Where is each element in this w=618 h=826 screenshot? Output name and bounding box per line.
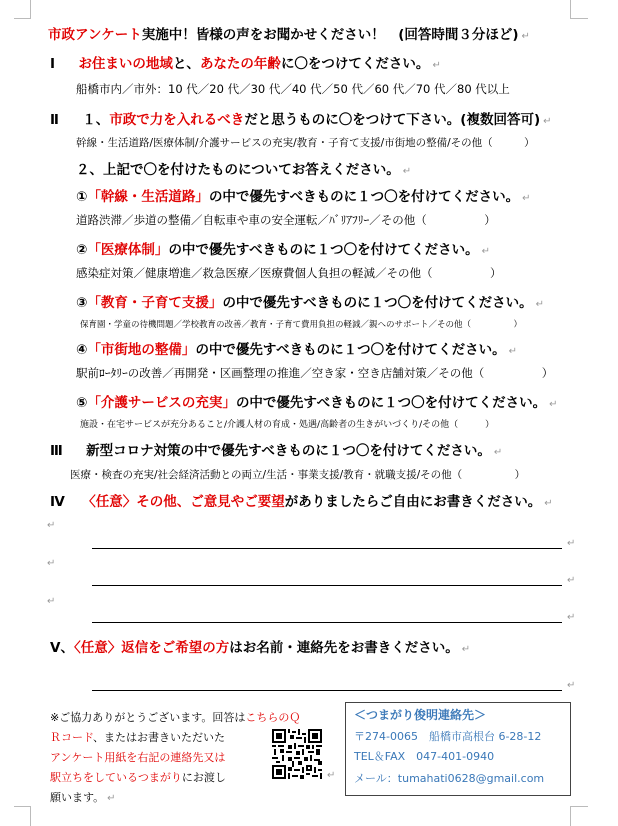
q5-end: はお名前・連絡先をお書きください。	[229, 640, 459, 656]
answer-line-4[interactable]	[92, 690, 562, 691]
note-red-4: 駅立ちをしているつまがり	[50, 771, 182, 784]
q3-number: Ⅲ	[50, 443, 63, 459]
q2-sub-2: ②「医療体制」の中で優先すべきものに１つ〇を付けてください。 ↵	[76, 242, 491, 258]
answer-line-1[interactable]	[92, 548, 562, 549]
crop-mark	[570, 806, 571, 826]
q1-number: Ⅰ	[50, 56, 56, 72]
contact-title: ＜つまがり俊明連絡先＞	[354, 708, 487, 722]
q2-pre: １、	[82, 112, 110, 128]
q3-text: 新型コロナ対策の中で優先すべきものに１つ〇を付けてください。	[86, 443, 491, 459]
q4-red: 〈任意〉その他、ご意見やご要望	[82, 494, 285, 510]
crop-mark	[30, 0, 31, 18]
sub-5-number: ⑤	[76, 395, 88, 411]
q4-end: がありましたらご自由にお書きください。	[284, 494, 542, 510]
q1-red-2: あなたの年齢	[199, 56, 281, 72]
q2-sub-4: ④「市街地の整備」の中で優先すべきものに１つ〇を付けてください。 ↵	[76, 342, 518, 358]
q2-sub-1-options: 道路渋滞／歩道の整備／自転車や車の安全運転／ﾊﾞﾘｱﾌﾘｰ／その他（ ）	[76, 213, 496, 227]
crop-mark	[14, 18, 31, 19]
sub-4-red: 「市街地の整備」	[87, 342, 196, 358]
q3-options: 医療・検査の充実/社会経済活動との両立/生活・事業支援/教育・就職支援/その他（ ）	[70, 469, 526, 481]
q2-sub-3-options: 保育園・学童の待機問題／学校教育の改善／教育・子育て費用負担の軽減／親へのサポート／その他（ ）	[80, 320, 523, 330]
title-rest: 実施中！皆様の声をお聞かせください！ (回答時間３分ほど)	[141, 27, 519, 43]
para-mark: ↵	[567, 575, 576, 586]
para-mark: ↵	[567, 612, 576, 623]
para-mark: ↵	[567, 680, 576, 691]
sub-1-end: の中で優先すべきものに１つ〇を付けてください。	[208, 189, 520, 205]
crop-mark	[30, 806, 31, 826]
q2-number: Ⅱ	[50, 112, 59, 128]
q4-number: Ⅳ	[50, 494, 65, 510]
contact-address: 〒274-0065 船橋市高根台 6-28-12	[354, 730, 542, 743]
sub-4-number: ④	[76, 342, 88, 358]
q1-mid: と、	[172, 56, 200, 72]
sub-3-number: ③	[76, 295, 88, 311]
sub-5-end: の中で優先すべきものに１つ〇を付けてください。	[235, 395, 547, 411]
para-mark: ↵	[327, 770, 336, 781]
note-red-3: アンケート用紙を右記の連絡先又は	[50, 751, 226, 764]
para-mark: ↵	[567, 538, 576, 549]
question-2: Ⅱ １、市政で力を入れるべきだと思うものに〇をつけて下さい。(複数回答可) ↵	[50, 112, 552, 128]
question-4: Ⅳ 〈任意〉その他、ご意見やご要望がありましたらご自由にお書きください。 ↵	[50, 494, 553, 510]
contact-tel: TEL＆FAX 047-401-0940	[354, 750, 495, 763]
answer-line-3[interactable]	[92, 622, 562, 623]
para-mark: ↵	[47, 596, 56, 607]
answer-line-2[interactable]	[92, 585, 562, 586]
q5-number: Ⅴ、	[50, 640, 74, 656]
sub-3-red: 「教育・子育て支援」	[87, 295, 223, 311]
note-text-2: 、またはお書きいただいた	[93, 731, 226, 744]
contact-box	[345, 702, 571, 796]
q2-sub-1: ①「幹線・生活道路」の中で優先すべきものに１つ〇を付けてください。 ↵	[76, 189, 531, 205]
q2-sub-4-options: 駅前ﾛｰﾀﾘｰの改善／再開発・区画整理の推進／空き家・空き店舗対策／その他（ ）	[76, 366, 554, 380]
q2-sub-5-options: 施設・在宅サービスが充分あること/介護人材の育成・処遇/高齢者の生きがいづくり/その他（ ）	[80, 420, 495, 430]
para-mark: ↵	[47, 520, 56, 531]
crop-mark	[570, 0, 571, 18]
sub-1-number: ①	[76, 189, 88, 205]
question-1: Ⅰ お住まいの地域と、あなたの年齢に〇をつけてください。 ↵	[50, 56, 441, 72]
contact-mail[interactable]: メール：tumahati0628@gmail.com	[354, 772, 545, 785]
q1-end: に〇をつけてください。	[280, 56, 430, 72]
q2-sub-5: ⑤「介護サービスの充実」の中で優先すべきものに１つ〇を付けてください。 ↵	[76, 395, 558, 411]
q1-red-1: お住まいの地域	[78, 56, 173, 72]
question-5: Ⅴ、〈任意〉返信をご希望の方はお名前・連絡先をお書きください。 ↵	[50, 640, 471, 656]
page-title: 市政アンケート実施中！皆様の声をお聞かせください！ (回答時間３分ほど) ↵	[48, 27, 530, 43]
footer-note: ※ご協力ありがとうございます。回答はこちらのＱ Ｒコード、またはお書きいただいた アンケート用紙を右記の連絡先又は 駅立ちをしているつまがりにお渡し 願います。 ↵	[50, 711, 301, 804]
q2-sub-heading: ２、上記で〇を付けたものについてお答えください。 ↵	[76, 162, 412, 178]
question-3: Ⅲ 新型コロナ対策の中で優先すべきものに１つ〇を付けてください。 ↵	[50, 443, 503, 459]
q2-sub-2-options: 感染症対策／健康増進／救急医療／医療費個人負担の軽減／その他（ ）	[76, 266, 502, 280]
q2-sub-heading-text: ２、上記で〇を付けたものについてお答えください。	[76, 162, 400, 178]
note-text-3: にお渡し	[181, 771, 226, 784]
q1-options: 船橋市内／市外：10 代／20 代／30 代／40 代／50 代／60 代／70 代／80 代以上	[76, 82, 510, 96]
sub-2-red: 「医療体制」	[87, 242, 169, 258]
sub-3-end: の中で優先すべきものに１つ〇を付けてください。	[222, 295, 533, 311]
q2-sub-3: ③「教育・子育て支援」の中で優先すべきものに１つ〇を付けてください。 ↵	[76, 295, 545, 311]
sub-4-end: の中で優先すべきものに１つ〇を付けてください。	[195, 342, 506, 358]
para-mark: ↵	[47, 558, 56, 569]
sub-5-red: 「介護サービスの充実」	[87, 395, 236, 411]
note-red-2: Ｒコード	[50, 731, 94, 744]
crop-mark	[570, 18, 588, 19]
note-red-1: こちらのＱ	[245, 711, 301, 724]
qr-code[interactable]	[272, 729, 322, 779]
sub-2-number: ②	[76, 242, 88, 258]
sub-2-end: の中で優先すべきものに１つ〇を付けてください。	[168, 242, 479, 258]
q2-options: 幹線・生活道路/医療体制/介護サービスの充実/教育・子育て支援/市街地の整備/その他（ ）	[76, 137, 535, 149]
note-text-1: ※ご協力ありがとうございます。回答は	[50, 711, 246, 724]
q2-red: 市政で力を入れるべき	[109, 112, 245, 128]
crop-mark	[570, 806, 588, 807]
q2-end: だと思うものに〇をつけて下さい。(複数回答可)	[244, 112, 541, 128]
sub-1-red: 「幹線・生活道路」	[87, 189, 209, 205]
title-red: 市政アンケート	[48, 27, 142, 43]
crop-mark	[14, 806, 31, 807]
q5-red: 〈任意〉返信をご希望の方	[73, 640, 230, 656]
note-text-4: 願います。	[50, 791, 105, 804]
